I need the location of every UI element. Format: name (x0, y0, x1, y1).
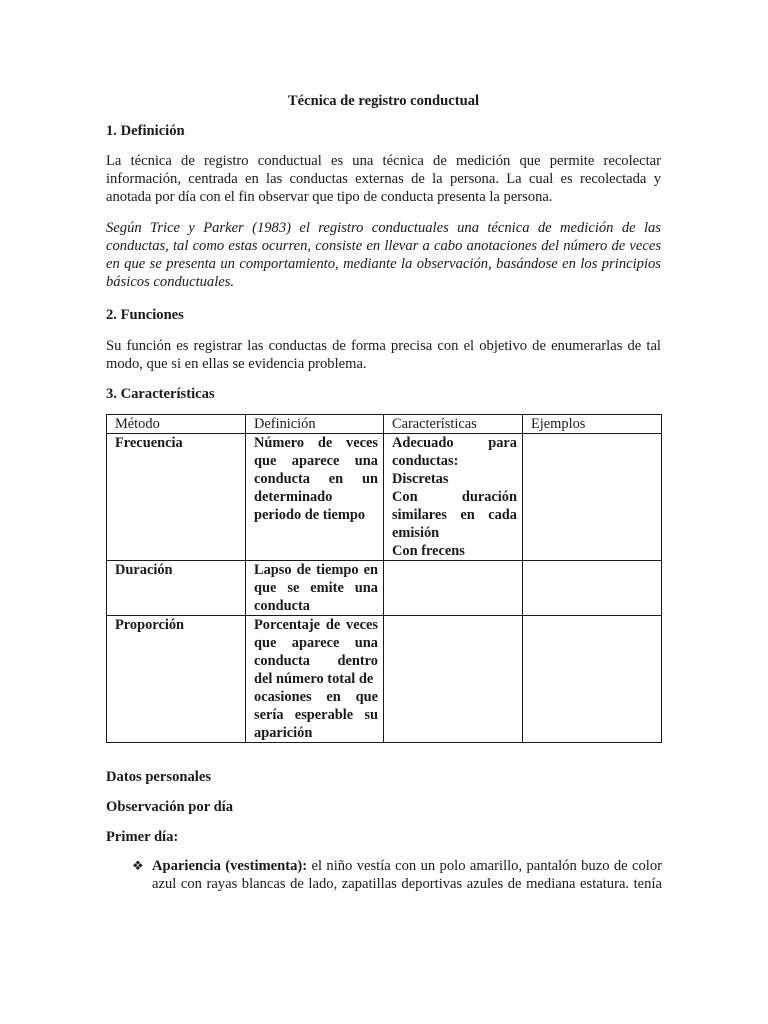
table-header-cell: Definición (246, 415, 384, 434)
table-row (107, 616, 662, 743)
text-line: Según Trice y Parker (1983) el registro conductuales una técnica de medición de las (106, 220, 661, 236)
cell-line: ocasiones en que (254, 689, 378, 705)
cell-line: Lapso de tiempo en (254, 562, 378, 578)
cell-line: determinado (254, 489, 333, 505)
cell-line: conducta dentro (254, 653, 378, 669)
text-line: básicos conductuales. (106, 274, 235, 290)
cell-line: Porcentaje de veces (254, 617, 378, 633)
bullet-text-line2: azul con rayas blancas de lado, zapatillas deportivas azules de mediana estatura. tenía (152, 876, 662, 892)
datos-personales-heading: Datos personales (106, 769, 211, 785)
cell-line: Número de veces (254, 435, 378, 451)
cell-line: emisión (392, 525, 440, 541)
cell-line: conducta (254, 598, 310, 614)
cell-line: aparición (254, 725, 313, 741)
table-cell-definicion (246, 561, 384, 616)
observacion-heading: Observación por día (106, 799, 234, 815)
funciones-paragraph (106, 337, 661, 373)
table-cell-ejemplos (523, 561, 662, 616)
section-heading-funciones: 2. Funciones (106, 307, 184, 323)
text-line: La técnica de registro conductual es una técnica de medición que permite recolectar (106, 153, 661, 169)
table-cell-ejemplos (523, 434, 662, 561)
cell-line: que aparece una (254, 453, 378, 469)
citation-paragraph (106, 219, 661, 291)
cell-line: que se emite una (254, 580, 378, 596)
cell-line: sería esperable su (254, 707, 378, 723)
table-cell-caracteristicas (384, 561, 523, 616)
cell-line: Con frecens (392, 543, 465, 559)
table-cell-caracteristicas (384, 616, 523, 743)
document-title: Técnica de registro conductual (287, 93, 480, 109)
table-header-cell: Método (107, 415, 246, 434)
bullet-text-line1: el niño vestía con un polo amarillo, pantalón buzo de color (307, 858, 662, 874)
table-cell-metodo: Frecuencia (107, 434, 246, 561)
table-header-cell: Características (384, 415, 523, 434)
section-heading-definicion: 1. Definición (106, 123, 185, 139)
cell-line: conducta en un (254, 471, 378, 487)
text-line: modo, que si en ellas se evidencia problema. (106, 356, 367, 372)
bullet-text (152, 857, 662, 893)
diamond-bullet-icon: ❖ (132, 858, 144, 873)
cell-line: del número total de (254, 671, 374, 687)
bullet-line (152, 857, 662, 875)
table-cell-definicion (246, 616, 384, 743)
text-line: información, centrada en las conductas externas de la persona. La cual es recolectada y (106, 171, 661, 187)
cell-line: similares en cada (392, 507, 517, 523)
table-cell-metodo: Proporción (107, 616, 246, 743)
bullet-label: Apariencia (vestimenta): (152, 858, 308, 874)
table-cell-metodo: Duración (107, 561, 246, 616)
text-line: conductas, tal como estas ocurren, consiste en llevar a cabo anotaciones del número de veces (106, 238, 661, 254)
cell-line: Adecuado para (392, 435, 517, 451)
table-cell-caracteristicas (384, 434, 523, 561)
table-cell-definicion (246, 434, 384, 561)
section-heading-caracteristicas: 3. Características (106, 386, 215, 402)
text-line: Su función es registrar las conductas de forma precisa con el objetivo de enumerarlas de tal (106, 338, 661, 354)
text-line: en que se presenta un comportamiento, mediante la observación, basándose en los principios (106, 256, 661, 272)
primer-dia-heading: Primer día: (106, 829, 179, 845)
cell-line: periodo de tiempo (254, 507, 366, 523)
table-row (107, 434, 662, 561)
methods-table (106, 414, 662, 743)
table-header-cell: Ejemplos (523, 415, 662, 434)
cell-line: Discretas (392, 471, 449, 487)
cell-line: conductas: (392, 453, 459, 469)
table-cell-ejemplos (523, 616, 662, 743)
definition-paragraph (106, 152, 661, 206)
table-row (107, 561, 662, 616)
cell-line: que aparece una (254, 635, 378, 651)
cell-line: Con duración (392, 489, 517, 505)
text-line: anotada por día con el fin observar que tipo de conducta presenta la persona. (106, 189, 553, 205)
table-header-row (107, 415, 662, 434)
